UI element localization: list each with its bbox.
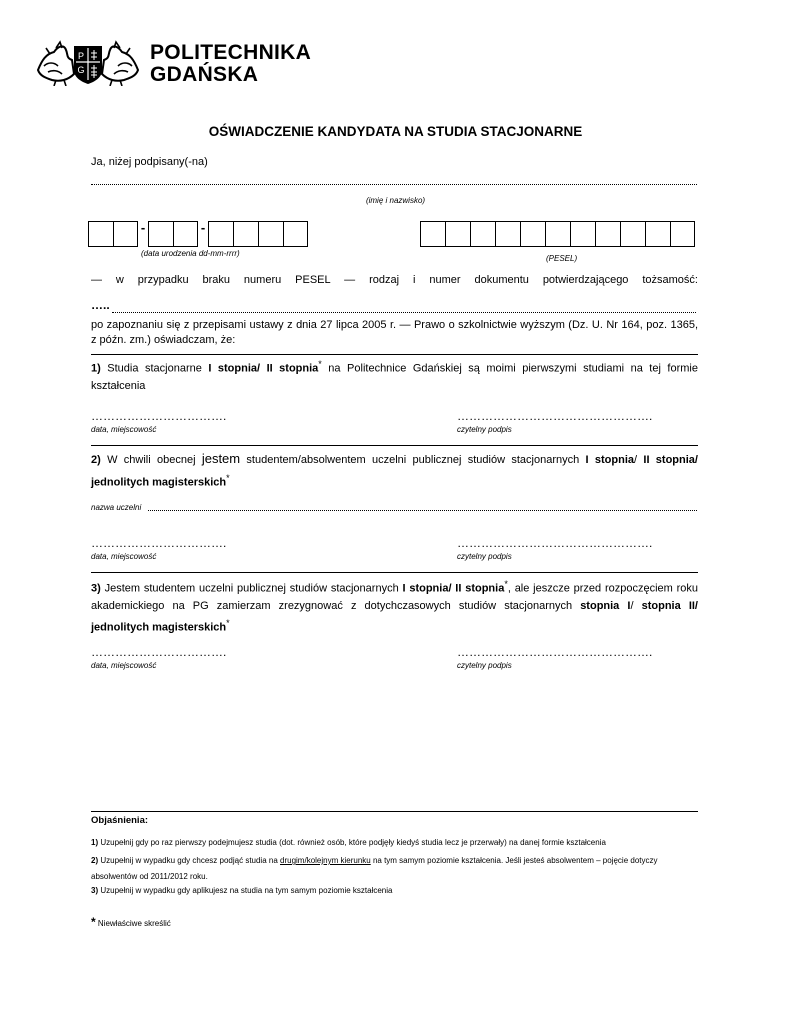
note-1 [91,838,701,847]
birth-date-caption: (data urodzenia dd-mm-rrrr) [141,249,240,258]
note-2-text-a: Uzupełnij w wypadku gdy chcesz podjąć studia na [98,856,281,865]
note-2-number: 2) [91,856,99,865]
digit-box[interactable] [545,221,570,247]
birth-day-boxes[interactable] [88,221,138,247]
birth-month-boxes[interactable] [148,221,198,247]
statement-1-number: 1) [91,362,101,375]
intro-text: Ja, niżej podpisany(-na) [91,156,208,168]
date-place-dots[interactable]: ……………………………. [91,645,227,659]
digit-box[interactable] [670,221,695,247]
statement-1-degree: I stopnia/ II stopnia [208,362,319,375]
digit-box[interactable] [520,221,545,247]
digit-box[interactable] [645,221,670,247]
digit-box[interactable] [595,221,620,247]
section-divider [91,354,698,355]
signature-label: czytelny podpis [457,425,512,434]
digit-box[interactable] [233,221,258,247]
pesel-caption: (PESEL) [546,254,578,263]
document-id-dots: ….. [91,298,110,312]
name-input-line[interactable] [91,178,697,185]
note-1-text: Uzupełnij gdy po raz pierwszy podejmujesz studia (dot. również osób, które podjęły kiedyś studia lecz je przerwały) na danej formie kształcenia [98,838,606,847]
date-place-dots[interactable]: ……………………………. [91,536,227,550]
date-separator: - [200,220,206,235]
note-3 [91,886,701,895]
note-2-text-b: na tym samym poziomie kształcenia. Jeśli jesteś absolwentem – pojęcie dotyczy absolwentów od 2011/2012 roku. [91,856,658,881]
pesel-field[interactable] [420,221,695,247]
statement-1-text-a: Studia stacjonarne [100,362,209,375]
university-name-line1: POLITECHNIKA [150,41,312,64]
digit-box[interactable] [445,221,470,247]
statement-2-text-a: W chwili obecnej [100,454,202,466]
statement-1-star: * [318,359,322,369]
date-place-label: data, miejscowość [91,661,157,670]
statement-2 [91,450,698,492]
date-place-label: data, miejscowość [91,552,157,561]
signature-label: czytelny podpis [457,661,512,670]
digit-box[interactable] [258,221,283,247]
statement-2-degree-b: II stopnia/ jednolitych magisterskich [91,454,698,489]
note-2-underlined: drugim/kolejnym kierunku [280,856,371,865]
signature-dots[interactable]: …………………………………………. [457,409,653,423]
statement-2-jestem: jestem [201,451,241,466]
note-3-number: 3) [91,886,99,895]
university-name-line2: GDAŃSKA [150,63,259,86]
digit-box[interactable] [148,221,173,247]
date-place-dots[interactable]: ……………………………. [91,409,227,423]
statement-3-text-b: , ale jeszcze przed rozpoczęciem roku akademickiego na PG zamierzam zrezygnować z dotychczasowych studiów stacjonarnych [91,582,698,612]
statement-3-degree-b: stopnia I [580,599,631,612]
statement-2-number: 2) [91,454,101,466]
statement-2-star: * [226,473,230,483]
date-place-label: data, miejscowość [91,425,157,434]
section-divider [91,445,698,446]
note-2 [91,853,701,885]
statement-2-text-b: studentem/absolwentem uczelni publicznej studiów stacjonarnych [240,454,586,466]
law-statement: po zapoznaniu się z przepisami ustawy z dnia 27 lipca 2005 r. — Prawo o szkolnictwie wyższym (Dz. U. Nr 164, poz. 1365, z późn. zm.) oświadczam, że: [91,319,698,346]
digit-box[interactable] [88,221,113,247]
university-name [150,42,311,86]
digit-box[interactable] [495,221,520,247]
digit-box[interactable] [173,221,198,247]
digit-box[interactable] [420,221,445,247]
strike-note [91,915,701,929]
statement-3-slash: / [630,599,642,612]
date-separator: - [140,220,146,235]
statement-1 [91,356,698,395]
name-caption: (imię i nazwisko) [365,196,426,205]
signature-dots[interactable]: …………………………………………. [457,536,653,550]
section-divider [91,572,698,573]
digit-box[interactable] [113,221,138,247]
statement-2-slash: / [634,454,644,466]
note-1-number: 1) [91,838,99,847]
university-name-label: nazwa uczelni [91,503,142,512]
statement-3-number: 3) [91,582,101,595]
strike-note-text: Niewłaściwe skreślić [95,919,171,928]
document-id-text: — w przypadku braku numeru PESEL — rodzaj i numer dokumentu potwierdzającego tożsamość: [91,274,698,286]
statement-3-degree-a: I stopnia/ II stopnia [402,582,505,595]
digit-box[interactable] [283,221,308,247]
statement-3-star: * [504,579,508,589]
statement-3-star2: * [226,617,230,628]
signature-label: czytelny podpis [457,552,512,561]
digit-box[interactable] [208,221,233,247]
statement-3-degree-c: stopnia II/ jednolitych magisterskich [91,599,698,634]
university-name-input-line[interactable] [148,509,697,511]
statement-2-degree-a: I stopnia [585,454,635,466]
emblem-letter-p: P [77,51,85,61]
notes-divider [91,811,698,812]
emblem-letter-g: G [77,65,85,75]
university-emblem-icon [36,40,140,86]
notes-heading: Objaśnienia: [91,815,149,826]
document-id-input-line[interactable] [112,311,696,313]
digit-box[interactable] [620,221,645,247]
statement-1-text-b: na Politechnice Gdańskiej są moimi pierwszymi studiami na tej formie kształcenia [91,362,698,392]
signature-dots[interactable]: …………………………………………. [457,645,653,659]
digit-box[interactable] [470,221,495,247]
form-title: OŚWIADCZENIE KANDYDATA NA STUDIA STACJONARNE [208,124,583,139]
note-3-text: Uzupełnij w wypadku gdy aplikujesz na studia na tym samym poziomie kształcenia [98,886,393,895]
birth-date-field[interactable] [88,221,308,247]
statement-3-text-a: Jestem studentem uczelni publicznej studiów stacjonarnych [100,582,403,595]
digit-box[interactable] [570,221,595,247]
birth-year-boxes[interactable] [208,221,308,247]
statement-3 [91,576,698,636]
strike-note-star: * [91,915,96,929]
